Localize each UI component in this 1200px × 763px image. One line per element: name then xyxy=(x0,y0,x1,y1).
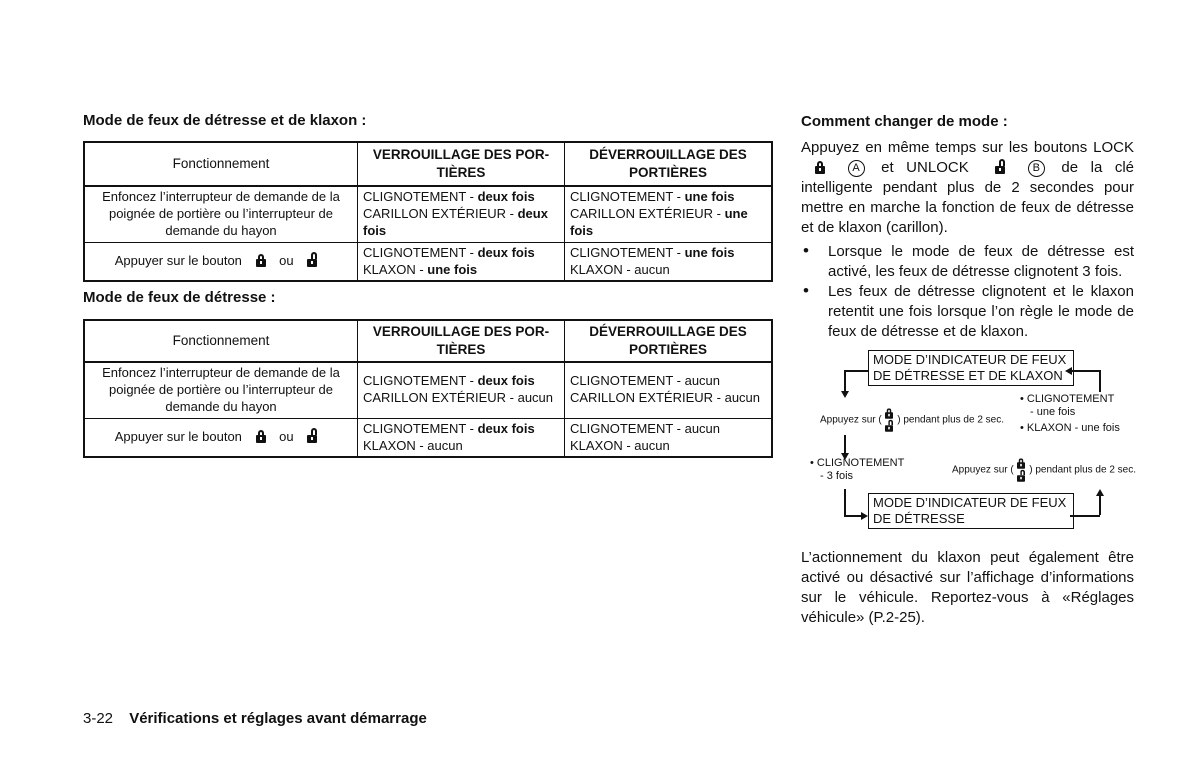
operation-cell: Enfoncez l’interrupteur de demande de la poignée de portière ou l’interrupteur de demande du hayon xyxy=(84,362,358,418)
mode-result-right: • CLIGNOTEMENT - une fois • KLAXON - une fois xyxy=(1020,393,1120,434)
table-row xyxy=(84,186,772,242)
connector-line xyxy=(844,370,846,392)
connector-line xyxy=(844,489,846,515)
closing-paragraph: L’actionnement du klaxon peut également être activé ou désactivé sur l’affichage d’informations sur le véhicule. Reportez-vous à «Réglages véhicule» (P.2-25). xyxy=(801,549,1134,626)
lock-unlock-icon-stack xyxy=(1016,457,1026,483)
lock-cell: CLIGNOTEMENT - deux fois CARILLON EXTÉRIEUR - aucun xyxy=(358,362,565,418)
col-header-lock: VERROUILLAGE DES POR-TIÈRES xyxy=(358,142,565,186)
table-header-row xyxy=(84,142,772,186)
lock-cell: CLIGNOTEMENT - deux fois KLAXON - aucun xyxy=(358,418,565,457)
connector-line xyxy=(844,435,846,455)
lock-cell: CLIGNOTEMENT - deux fois KLAXON - une fois xyxy=(358,242,565,281)
chapter-title: Vérifications et réglages avant démarrage xyxy=(129,710,427,727)
connector-line xyxy=(1099,495,1101,515)
unlock-cell: CLIGNOTEMENT - aucun CARILLON EXTÉRIEUR - aucun xyxy=(565,362,773,418)
section1-heading: Mode de feux de détresse et de klaxon : xyxy=(83,112,367,129)
col-header-unlock: DÉVERROUILLAGE DES PORTIÈRES xyxy=(565,142,773,186)
hazard-only-table xyxy=(83,319,773,458)
unlock-cell: CLIGNOTEMENT - aucun KLAXON - aucun xyxy=(565,418,773,457)
unlock-cell: CLIGNOTEMENT - une fois KLAXON - aucun xyxy=(565,242,773,281)
lock-icon xyxy=(256,254,266,267)
hazard-horn-table xyxy=(83,141,773,282)
table-row xyxy=(84,242,772,281)
label-a-badge: A xyxy=(848,160,865,177)
arrow-right-icon xyxy=(861,512,868,520)
intro-paragraph: Appuyez en même temps sur les boutons LOCK A et UNLOCK B de la clé intelligente pendant plus de 2 secondes pour mettre en marche la fonction de feux de détresse et de klaxon (carillon). xyxy=(801,139,1135,236)
col-header-operation: Fonctionnement xyxy=(84,320,358,362)
press-instruction-right: Appuyez sur ( ) pendant plus de 2 sec. xyxy=(952,457,1136,483)
right-column xyxy=(801,112,1134,342)
bullet-list xyxy=(801,242,1134,342)
page-footer xyxy=(83,710,427,727)
connector-line xyxy=(1071,370,1099,372)
table-row xyxy=(84,418,772,457)
lock-icon xyxy=(885,408,893,418)
lock-icon xyxy=(256,430,266,443)
press-instruction-left: Appuyez sur ( ) pendant plus de 2 sec. xyxy=(820,407,1004,433)
mode-box-hazard-horn: MODE D’INDICATEUR DE FEUX DE DÉTRESSE ET DE KLAXON xyxy=(868,350,1074,386)
mode-result-left: • CLIGNOTEMENT - 3 fois xyxy=(810,457,905,482)
connector-line xyxy=(1099,370,1101,392)
operation-cell: Appuyer sur le bouton ou xyxy=(84,242,358,281)
list-item: • Les feux de détresse clignotent et le klaxon retentit une fois lorsque l’on règle le mode de feux de détresse et de klaxon. xyxy=(801,282,1134,342)
operation-cell: Appuyer sur le bouton ou xyxy=(84,418,358,457)
unlock-icon xyxy=(307,430,317,443)
unlock-icon xyxy=(1017,471,1025,481)
unlock-icon xyxy=(885,421,893,431)
col-header-unlock: DÉVERROUILLAGE DES PORTIÈRES xyxy=(565,320,773,362)
col-header-operation: Fonctionnement xyxy=(84,142,358,186)
section2-heading: Mode de feux de détresse : xyxy=(83,289,276,306)
page-number: 3-22 xyxy=(83,710,114,727)
mode-diagram xyxy=(810,349,1140,535)
table-header-row xyxy=(84,320,772,362)
list-item: • Lorsque le mode de feux de détresse est activé, les feux de détresse clignotent 3 fois. xyxy=(801,242,1134,282)
lock-icon xyxy=(1017,458,1025,468)
lock-icon xyxy=(815,161,825,174)
connector-line xyxy=(844,370,868,372)
connector-line xyxy=(844,515,862,517)
connector-line xyxy=(1070,515,1100,517)
unlock-icon xyxy=(307,254,317,267)
lock-cell: CLIGNOTEMENT - deux fois CARILLON EXTÉRIEUR - deux fois xyxy=(358,186,565,242)
arrow-up-icon xyxy=(1096,489,1104,496)
right-heading: Comment changer de mode : xyxy=(801,113,1008,130)
lock-unlock-icon-stack xyxy=(884,407,894,433)
arrow-left-icon xyxy=(1065,367,1072,375)
label-b-badge: B xyxy=(1028,160,1045,177)
mode-box-hazard: MODE D’INDICATEUR DE FEUX DE DÉTRESSE xyxy=(868,493,1074,529)
col-header-lock: VERROUILLAGE DES POR-TIÈRES xyxy=(358,320,565,362)
operation-cell: Enfoncez l’interrupteur de demande de la poignée de portière ou l’interrupteur de demande du hayon xyxy=(84,186,358,242)
arrow-down-icon xyxy=(841,391,849,398)
unlock-icon xyxy=(995,161,1005,174)
unlock-cell: CLIGNOTEMENT - une fois CARILLON EXTÉRIEUR - une fois xyxy=(565,186,773,242)
table-row xyxy=(84,362,772,418)
